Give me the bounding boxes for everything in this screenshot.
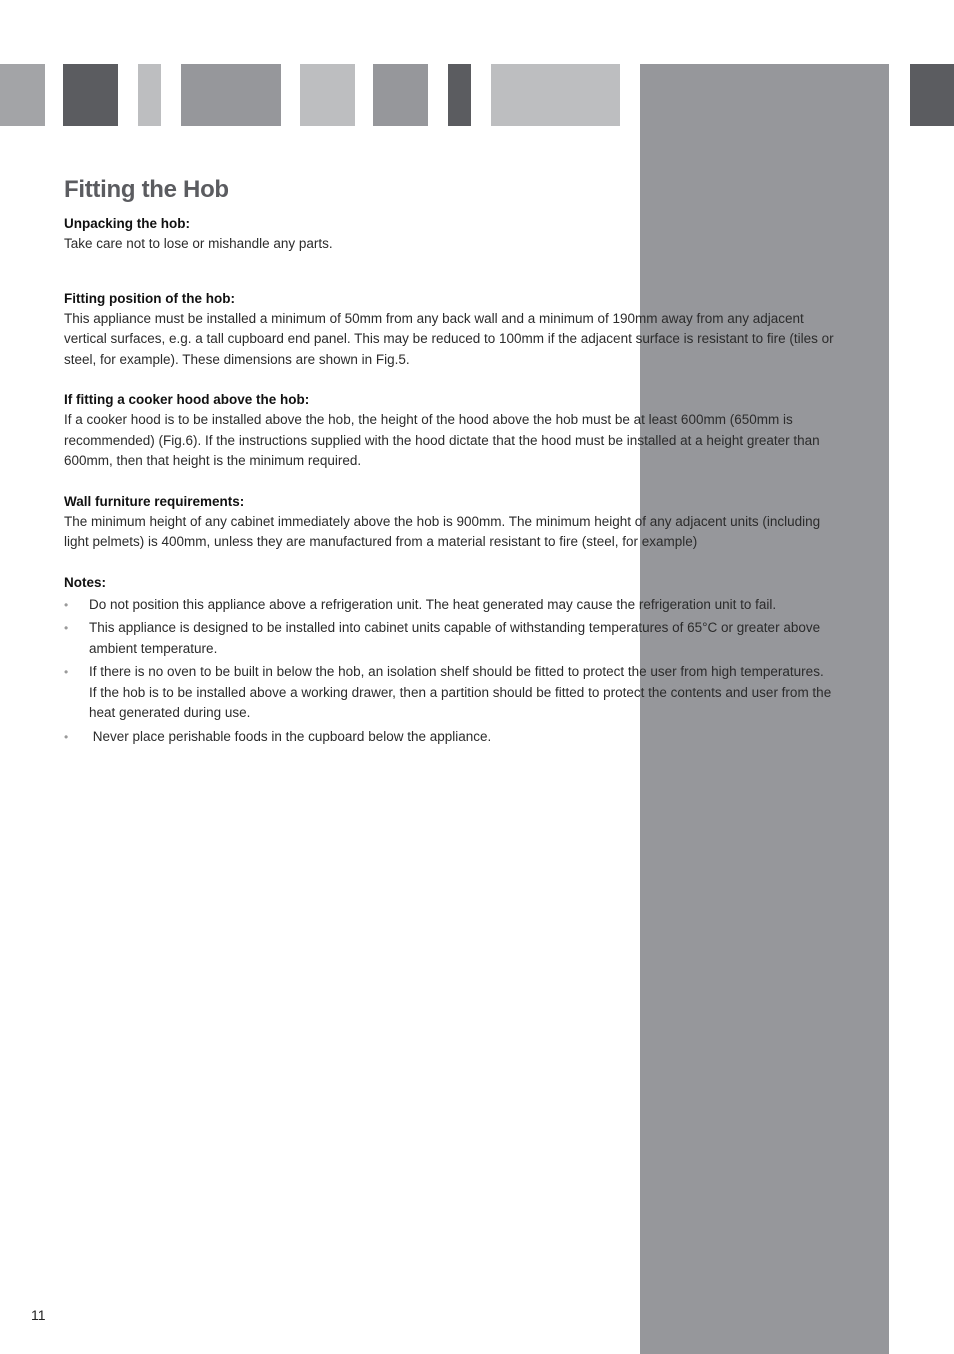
section-heading-unpacking: Unpacking the hob: [64, 216, 190, 231]
note-text: Never place perishable foods in the cupboard below the appliance. [89, 728, 492, 744]
section-notes [64, 573, 834, 748]
section-position [64, 289, 834, 371]
header-block-4 [181, 64, 281, 126]
note-text: Do not position this appliance above a refrigeration unit. The heat generated may cause the refrigeration unit to fail. [89, 596, 777, 612]
page-number: 11 [31, 1307, 46, 1323]
list-item [64, 727, 834, 748]
main-content [64, 176, 834, 767]
section-heading-notes: Notes: [64, 574, 107, 590]
section-hood [64, 390, 834, 472]
section-text-hood: If a cooker hood is to be installed above the hob, the height of the hood above the hob must be at least 600mm (650mm is recommended) (Fig.6). If the instructions supplied with the hood dictate that the hood must be installed at a height greater than 600mm, then that height is the minimum required. [64, 412, 820, 468]
header-block-1 [0, 64, 45, 126]
section-furniture [64, 492, 834, 553]
section-text-unpacking: Take care not to lose or mishandle any parts. [64, 236, 333, 251]
note-text: If there is no oven to be built in below the hob, an isolation shelf should be fitted to protect the user from high temperatures. If the hob is to be installed above a working drawer, then a partition should be fitted to protect the contents and user from the heat generated during use. [89, 664, 832, 720]
section-text-position: This appliance must be installed a minimum of 50mm from any back wall and a minimum of 190mm away from any adjacent vertical surfaces, e.g. a tall cupboard end panel. This may be reduced to 100mm if the adjacent surface is resistant to fire (tiles or steel, for example). These dimensions are shown in Fig.5. [64, 310, 834, 367]
list-item [64, 595, 834, 616]
header-block-2 [63, 64, 118, 126]
bullet-icon: • [64, 665, 69, 679]
header-block-7 [448, 64, 471, 126]
list-item [64, 618, 834, 659]
section-heading-furniture: Wall furniture requirements: [64, 493, 245, 509]
section-heading-position: Fitting position of the hob: [64, 290, 235, 306]
header-block-3 [138, 64, 161, 126]
header-block-8 [491, 64, 620, 126]
header-block-6 [373, 64, 428, 126]
notes-list [64, 595, 834, 748]
page-title: Fitting the Hob [64, 176, 229, 203]
bullet-icon: • [64, 621, 69, 635]
bullet-icon: • [64, 597, 69, 612]
section-unpacking [64, 214, 834, 255]
header-block-9 [910, 64, 954, 126]
section-heading-hood: If fitting a cooker hood above the hob: [64, 392, 310, 407]
header-block-5 [300, 64, 355, 126]
list-item [64, 662, 834, 724]
bullet-icon: • [64, 729, 69, 744]
note-text: This appliance is designed to be installed into cabinet units capable of withstanding temperatures of 65°C or greater above ambient temperature. [89, 620, 821, 656]
section-text-furniture: The minimum height of any cabinet immediately above the hob is 900mm. The minimum height of any adjacent units (including light pelmets) is 400mm, unless they are manufactured from a material resistant to fire (steel, for example) [64, 513, 821, 549]
